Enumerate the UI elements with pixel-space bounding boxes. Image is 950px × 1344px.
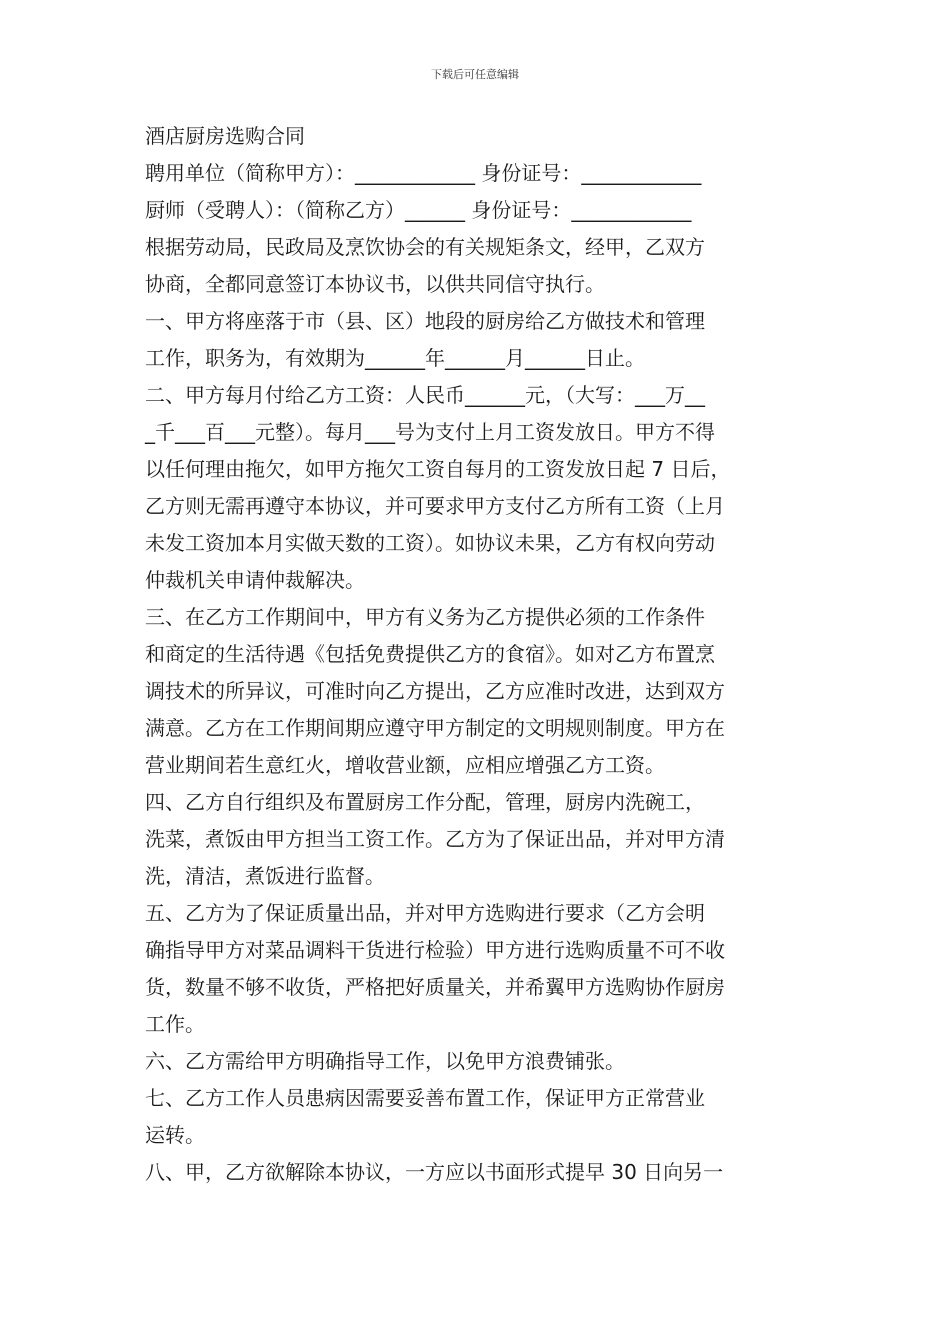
text-line: 厨师（受聘人）：（简称乙方）______ 身份证号：____________ — [145, 198, 692, 222]
text-line: 四、乙方自行组织及布置厨房工作分配，管理，厨房内洗碗工， — [145, 790, 705, 814]
text-line: 调技术的所异议，可准时向乙方提出，乙方应准时改进，达到双方 — [145, 679, 725, 703]
text-line: 工作。 — [145, 1012, 205, 1036]
text-line: _千___百___元整）。每月___号为支付上月工资发放日。甲方不得 — [145, 420, 715, 444]
text-line: 运转。 — [145, 1123, 205, 1147]
text-line: 仲裁机关申请仲裁解决。 — [145, 568, 365, 592]
text-line: 二、甲方每月付给乙方工资：人民币______元，（大写：___万__ — [145, 383, 705, 407]
text-line: 五、乙方为了保证质量出品，并对甲方选购进行要求（乙方会明 — [145, 901, 705, 925]
text-line: 洗，清洁，煮饭进行监督。 — [145, 864, 385, 888]
text-line: 营业期间若生意红火，增收营业额，应相应增强乙方工资。 — [145, 753, 665, 777]
text-line: 根据劳动局，民政局及烹饮协会的有关规矩条文，经甲，乙双方 — [145, 235, 705, 259]
text-line: 乙方则无需再遵守本协议，并可要求甲方支付乙方所有工资（上月 — [145, 494, 725, 518]
document-title: 酒店厨房选购合同 — [145, 124, 305, 148]
text-line: 洗菜，煮饭由甲方担当工资工作。乙方为了保证出品，并对甲方清 — [145, 827, 725, 851]
text-line: 和商定的生活待遇《包括免费提供乙方的食宿》。如对乙方布置烹 — [145, 642, 715, 666]
text-line: 三、在乙方工作期间中，甲方有义务为乙方提供必须的工作条件 — [145, 605, 705, 629]
text-line: 以任何理由拖欠，如甲方拖欠工资自每月的工资发放日起 7 日后， — [145, 457, 731, 481]
text-line: 八、甲，乙方欲解除本协议，一方应以书面形式提早 30 日向另一 — [145, 1160, 724, 1184]
text-line: 六、乙方需给甲方明确指导工作，以免甲方浪费铺张。 — [145, 1049, 625, 1073]
text-line: 聘用单位（简称甲方）：____________ 身份证号：____________ — [145, 161, 702, 185]
text-line: 满意。乙方在工作期间期应遵守甲方制定的文明规则制度。甲方在 — [145, 716, 725, 740]
text-line: 一、甲方将座落于市（县、区）地段的厨房给乙方做技术和管理 — [145, 309, 705, 333]
text-line: 未发工资加本月实做天数的工资）。如协议未果，乙方有权向劳动 — [145, 531, 715, 555]
text-line: 货，数量不够不收货，严格把好质量关，并希翼甲方选购协作厨房 — [145, 975, 725, 999]
text-line: 确指导甲方对菜品调料干货进行检验）甲方进行选购质量不可不收 — [145, 938, 725, 962]
text-line: 协商，全都同意签订本协议书，以供共同信守执行。 — [145, 272, 605, 296]
text-line: 七、乙方工作人员患病因需要妥善布置工作，保证甲方正常营业 — [145, 1086, 705, 1110]
text-line: 工作，职务为，有效期为______年______月______日止。 — [145, 346, 645, 370]
page-header: 下载后可任意编辑 — [431, 68, 519, 81]
document-body — [145, 118, 810, 1191]
